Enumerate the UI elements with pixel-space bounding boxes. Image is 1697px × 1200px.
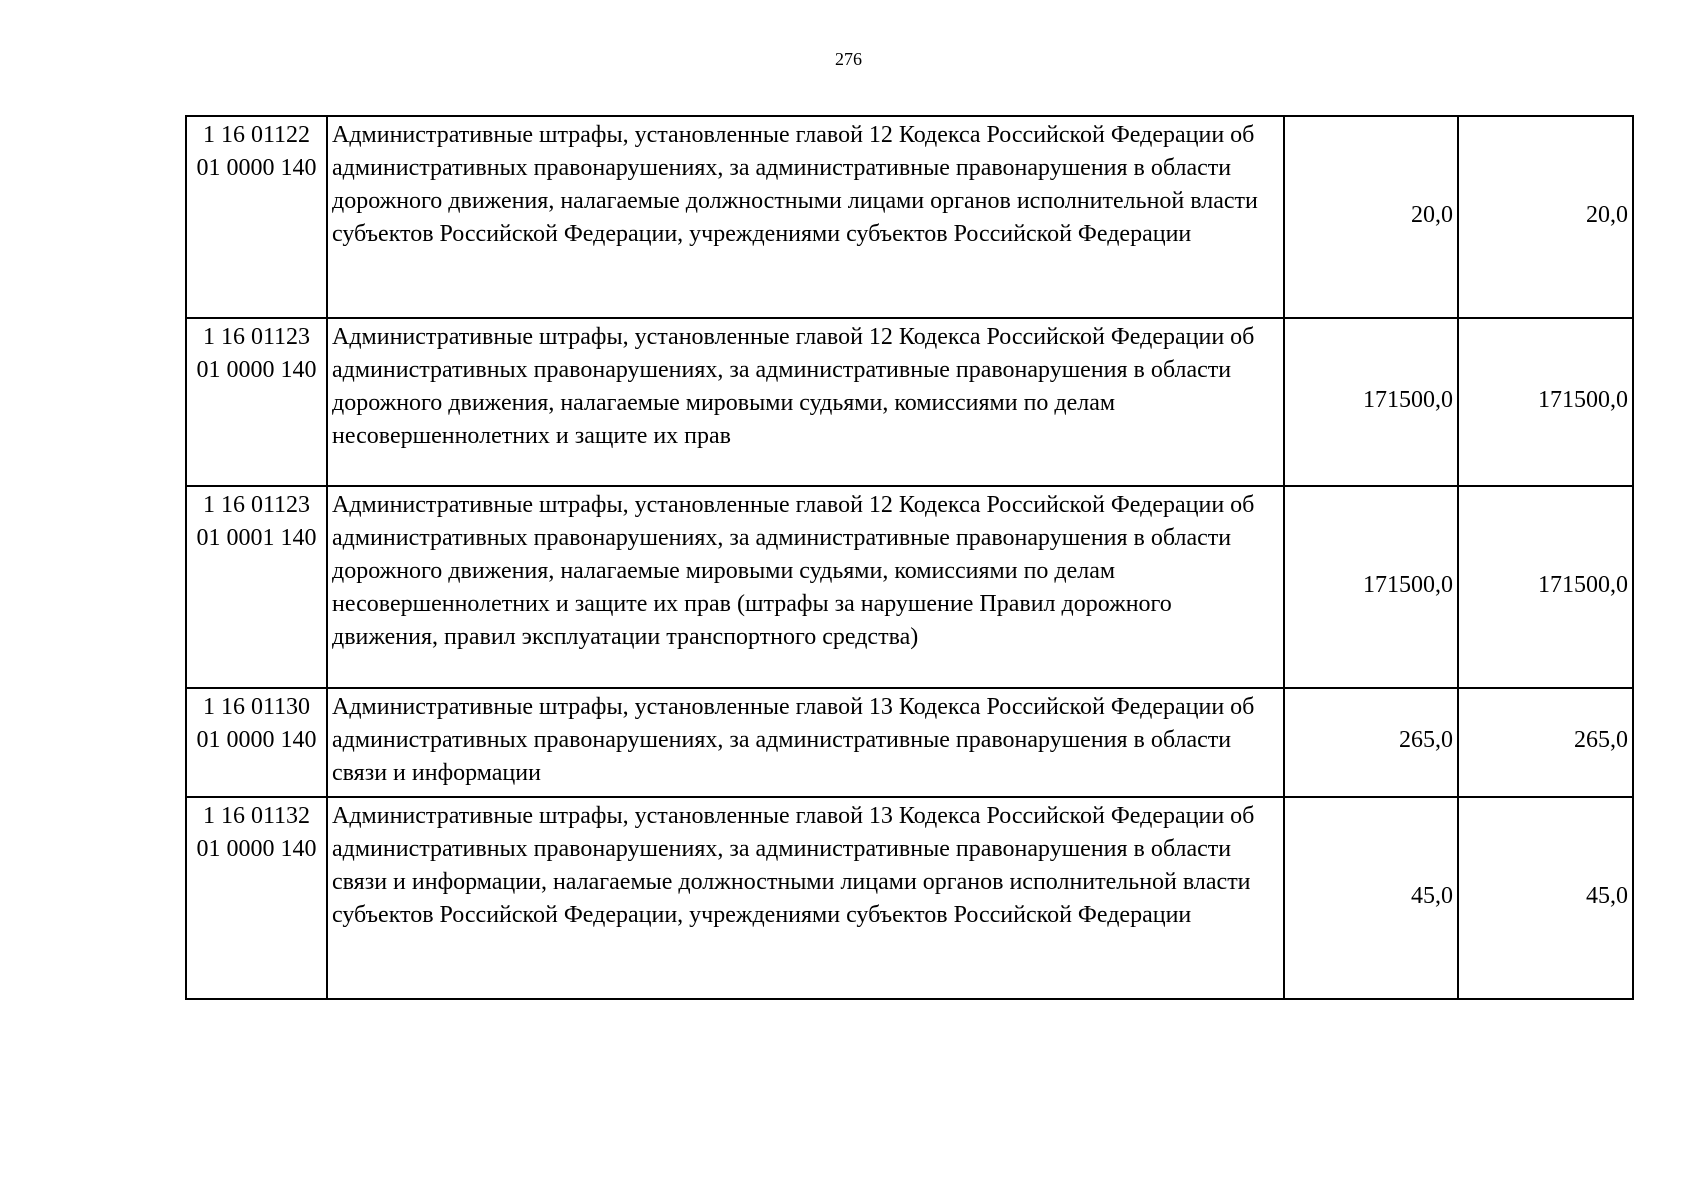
- budget-code-cell: [186, 688, 327, 797]
- amount-cell-1: 20,0: [1284, 116, 1458, 318]
- budget-code-line: 1 16 01123: [202, 492, 311, 518]
- description-cell: Административные штрафы, установленные главой 13 Кодекса Российской Федерации об административных правонарушениях, за административные правонарушения в области связи и информации: [327, 688, 1284, 797]
- table-row: [186, 688, 1633, 797]
- amount-cell-2: 171500,0: [1458, 486, 1633, 688]
- amount-cell-2: 265,0: [1458, 688, 1633, 797]
- budget-code-line: 01 0001 140: [196, 525, 317, 551]
- budget-code-cell: [186, 318, 327, 486]
- amount-cell-2: 171500,0: [1458, 318, 1633, 486]
- table-row: [186, 797, 1633, 999]
- budget-code-line: 01 0000 140: [196, 155, 317, 181]
- amount-cell-2: 45,0: [1458, 797, 1633, 999]
- budget-code-line: 01 0000 140: [196, 727, 317, 753]
- budget-code-cell: [186, 797, 327, 999]
- budget-code-cell: [186, 486, 327, 688]
- table-row: [186, 486, 1633, 688]
- table-row: [186, 116, 1633, 318]
- amount-cell-1: 171500,0: [1284, 318, 1458, 486]
- amount-cell-1: 45,0: [1284, 797, 1458, 999]
- budget-code-cell: [186, 116, 327, 318]
- description-cell: Административные штрафы, установленные главой 12 Кодекса Российской Федерации об административных правонарушениях, за административные правонарушения в области дорожного движения, налагаемые должностными лицами органов исполнительной власти субъектов Российской Федерации, учреждениями субъектов Российской Федерации: [327, 116, 1284, 318]
- table-row: [186, 318, 1633, 486]
- budget-code-line: 1 16 01122: [202, 122, 311, 148]
- page-number: 276: [835, 49, 862, 69]
- budget-code-line: 1 16 01130: [202, 694, 311, 720]
- budget-code-line: 1 16 01132: [202, 803, 311, 829]
- budget-code-line: 01 0000 140: [196, 357, 317, 383]
- description-cell: Административные штрафы, установленные главой 12 Кодекса Российской Федерации об административных правонарушениях, за административные правонарушения в области дорожного движения, налагаемые мировыми судьями, комиссиями по делам несовершеннолетних и защите их прав: [327, 318, 1284, 486]
- amount-cell-1: 171500,0: [1284, 486, 1458, 688]
- description-cell: Административные штрафы, установленные главой 13 Кодекса Российской Федерации об административных правонарушениях, за административные правонарушения в области связи и информации, налагаемые должностными лицами органов исполнительной власти субъектов Российской Федерации, учреждениями субъектов Российской Федерации: [327, 797, 1284, 999]
- budget-code-line: 1 16 01123: [202, 324, 311, 350]
- amount-cell-2: 20,0: [1458, 116, 1633, 318]
- budget-revenue-table: [185, 115, 1634, 1000]
- budget-code-line: 01 0000 140: [196, 836, 317, 862]
- description-cell: Административные штрафы, установленные главой 12 Кодекса Российской Федерации об административных правонарушениях, за административные правонарушения в области дорожного движения, налагаемые мировыми судьями, комиссиями по делам несовершеннолетних и защите их прав (штрафы за нарушение Правил дорожного движения, правил эксплуатации транспортного средства): [327, 486, 1284, 688]
- amount-cell-1: 265,0: [1284, 688, 1458, 797]
